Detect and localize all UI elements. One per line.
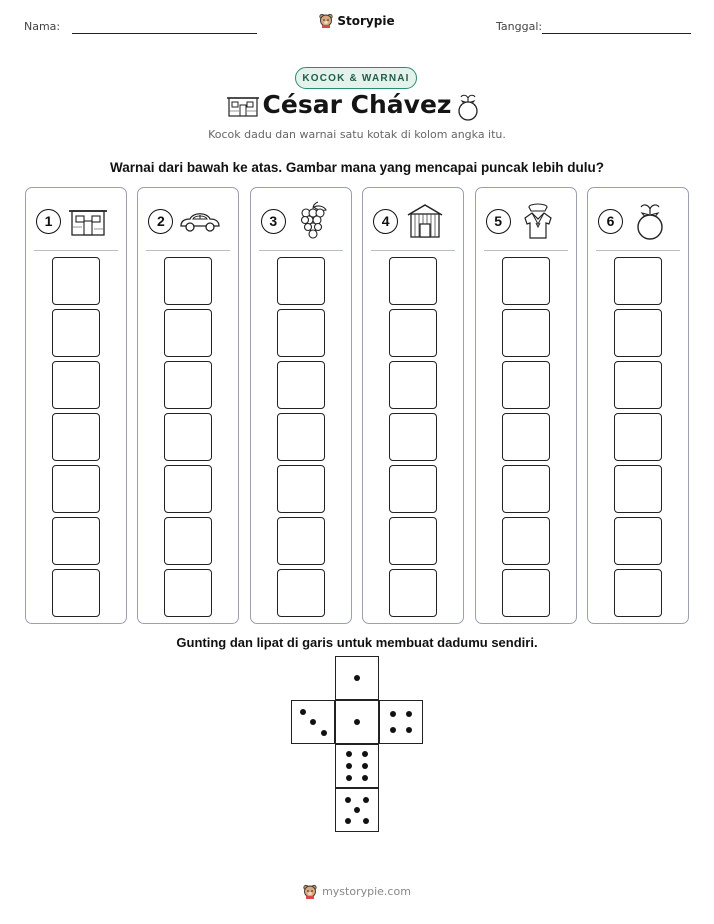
date-label: Tanggal: bbox=[496, 20, 543, 33]
race-column-4 bbox=[362, 187, 464, 624]
die-face-3 bbox=[291, 700, 335, 744]
color-box[interactable] bbox=[389, 569, 437, 617]
column-divider bbox=[146, 250, 230, 251]
color-box[interactable] bbox=[389, 257, 437, 305]
die-pip bbox=[406, 727, 412, 733]
color-box[interactable] bbox=[52, 309, 100, 357]
die-pip bbox=[346, 751, 352, 757]
die-pip bbox=[300, 709, 306, 715]
race-column-6 bbox=[587, 187, 689, 624]
color-box[interactable] bbox=[502, 309, 550, 357]
column-divider bbox=[484, 250, 568, 251]
column-header bbox=[486, 202, 568, 240]
color-box[interactable] bbox=[614, 257, 662, 305]
die-pip bbox=[354, 719, 360, 725]
color-box[interactable] bbox=[614, 517, 662, 565]
die-pip bbox=[363, 797, 369, 803]
color-box[interactable] bbox=[277, 413, 325, 461]
color-box[interactable] bbox=[164, 309, 212, 357]
color-box[interactable] bbox=[614, 309, 662, 357]
die-face-1 bbox=[335, 700, 379, 744]
activity-badge: KOCOK & WARNAI bbox=[295, 67, 417, 89]
die-face-5 bbox=[335, 788, 379, 832]
die-pip bbox=[321, 730, 327, 736]
column-divider bbox=[259, 250, 343, 251]
race-columns bbox=[25, 187, 689, 624]
grapes-icon bbox=[290, 202, 336, 240]
column-number: 1 bbox=[36, 209, 61, 234]
die-face-4 bbox=[379, 700, 423, 744]
coloring-instruction: Warnai dari bawah ke atas. Gambar mana yang mencapai puncak lebih dulu? bbox=[110, 160, 604, 175]
color-box[interactable] bbox=[614, 465, 662, 513]
color-box[interactable] bbox=[277, 465, 325, 513]
tomato-icon bbox=[627, 202, 673, 240]
column-divider bbox=[596, 250, 680, 251]
color-box[interactable] bbox=[389, 413, 437, 461]
die-pip bbox=[354, 807, 360, 813]
column-header bbox=[261, 202, 343, 240]
die-pip bbox=[310, 719, 316, 725]
sailor-uniform-icon bbox=[515, 202, 561, 240]
bear-mascot-icon bbox=[319, 13, 333, 28]
column-number: 3 bbox=[261, 209, 286, 234]
race-column-1 bbox=[25, 187, 127, 624]
name-line[interactable] bbox=[72, 33, 257, 34]
footer bbox=[0, 884, 714, 899]
column-header bbox=[373, 202, 455, 240]
color-box[interactable] bbox=[389, 361, 437, 409]
color-box[interactable] bbox=[52, 517, 100, 565]
car-icon bbox=[177, 202, 223, 240]
color-box[interactable] bbox=[277, 361, 325, 409]
column-header bbox=[598, 202, 680, 240]
color-box[interactable] bbox=[614, 569, 662, 617]
column-header bbox=[148, 202, 230, 240]
color-box[interactable] bbox=[502, 517, 550, 565]
color-box[interactable] bbox=[614, 361, 662, 409]
die-pip bbox=[354, 675, 360, 681]
cut-instruction: Gunting dan lipat di garis untuk membuat dadumu sendiri. bbox=[176, 635, 538, 650]
die-pip bbox=[362, 763, 368, 769]
color-box[interactable] bbox=[52, 465, 100, 513]
color-box[interactable] bbox=[389, 465, 437, 513]
die-pip bbox=[390, 727, 396, 733]
color-box[interactable] bbox=[52, 413, 100, 461]
barn-house-icon bbox=[402, 202, 448, 240]
color-box[interactable] bbox=[164, 257, 212, 305]
brand-name: Storypie bbox=[337, 13, 395, 28]
column-divider bbox=[34, 250, 118, 251]
column-number: 4 bbox=[373, 209, 398, 234]
column-number: 6 bbox=[598, 209, 623, 234]
color-box[interactable] bbox=[389, 517, 437, 565]
race-column-2 bbox=[137, 187, 239, 624]
color-box[interactable] bbox=[277, 309, 325, 357]
page-title: César Chávez bbox=[262, 90, 452, 119]
color-box[interactable] bbox=[502, 257, 550, 305]
column-divider bbox=[371, 250, 455, 251]
die-face-1 bbox=[335, 656, 379, 700]
brand-logo bbox=[0, 13, 714, 28]
color-box[interactable] bbox=[52, 569, 100, 617]
bear-mascot-icon bbox=[303, 884, 317, 899]
race-column-3 bbox=[250, 187, 352, 624]
die-face-6 bbox=[335, 744, 379, 788]
color-box[interactable] bbox=[389, 309, 437, 357]
color-box[interactable] bbox=[164, 569, 212, 617]
column-number: 2 bbox=[148, 209, 173, 234]
die-pip bbox=[406, 711, 412, 717]
color-box[interactable] bbox=[52, 361, 100, 409]
die-pip bbox=[345, 818, 351, 824]
date-line[interactable] bbox=[542, 33, 691, 34]
color-box[interactable] bbox=[164, 517, 212, 565]
color-box[interactable] bbox=[277, 257, 325, 305]
die-pip bbox=[345, 797, 351, 803]
color-box[interactable] bbox=[502, 569, 550, 617]
die-pip bbox=[390, 711, 396, 717]
color-box[interactable] bbox=[502, 413, 550, 461]
column-header bbox=[36, 202, 118, 240]
color-box[interactable] bbox=[164, 465, 212, 513]
color-box[interactable] bbox=[614, 413, 662, 461]
color-box[interactable] bbox=[52, 257, 100, 305]
color-box[interactable] bbox=[502, 465, 550, 513]
adobe-house-icon bbox=[65, 202, 111, 240]
tomato-icon bbox=[453, 92, 483, 127]
die-pip bbox=[346, 775, 352, 781]
subtitle: Kocok dadu dan warnai satu kotak di kolom angka itu. bbox=[208, 128, 506, 141]
color-box[interactable] bbox=[502, 361, 550, 409]
name-label: Nama: bbox=[24, 20, 61, 33]
die-pip bbox=[346, 763, 352, 769]
color-box[interactable] bbox=[164, 413, 212, 461]
die-pip bbox=[363, 818, 369, 824]
color-box[interactable] bbox=[277, 569, 325, 617]
die-pip bbox=[362, 751, 368, 757]
color-box[interactable] bbox=[164, 361, 212, 409]
die-pip bbox=[362, 775, 368, 781]
footer-url: mystorypie.com bbox=[322, 885, 411, 898]
column-number: 5 bbox=[486, 209, 511, 234]
race-column-5 bbox=[475, 187, 577, 624]
color-box[interactable] bbox=[277, 517, 325, 565]
